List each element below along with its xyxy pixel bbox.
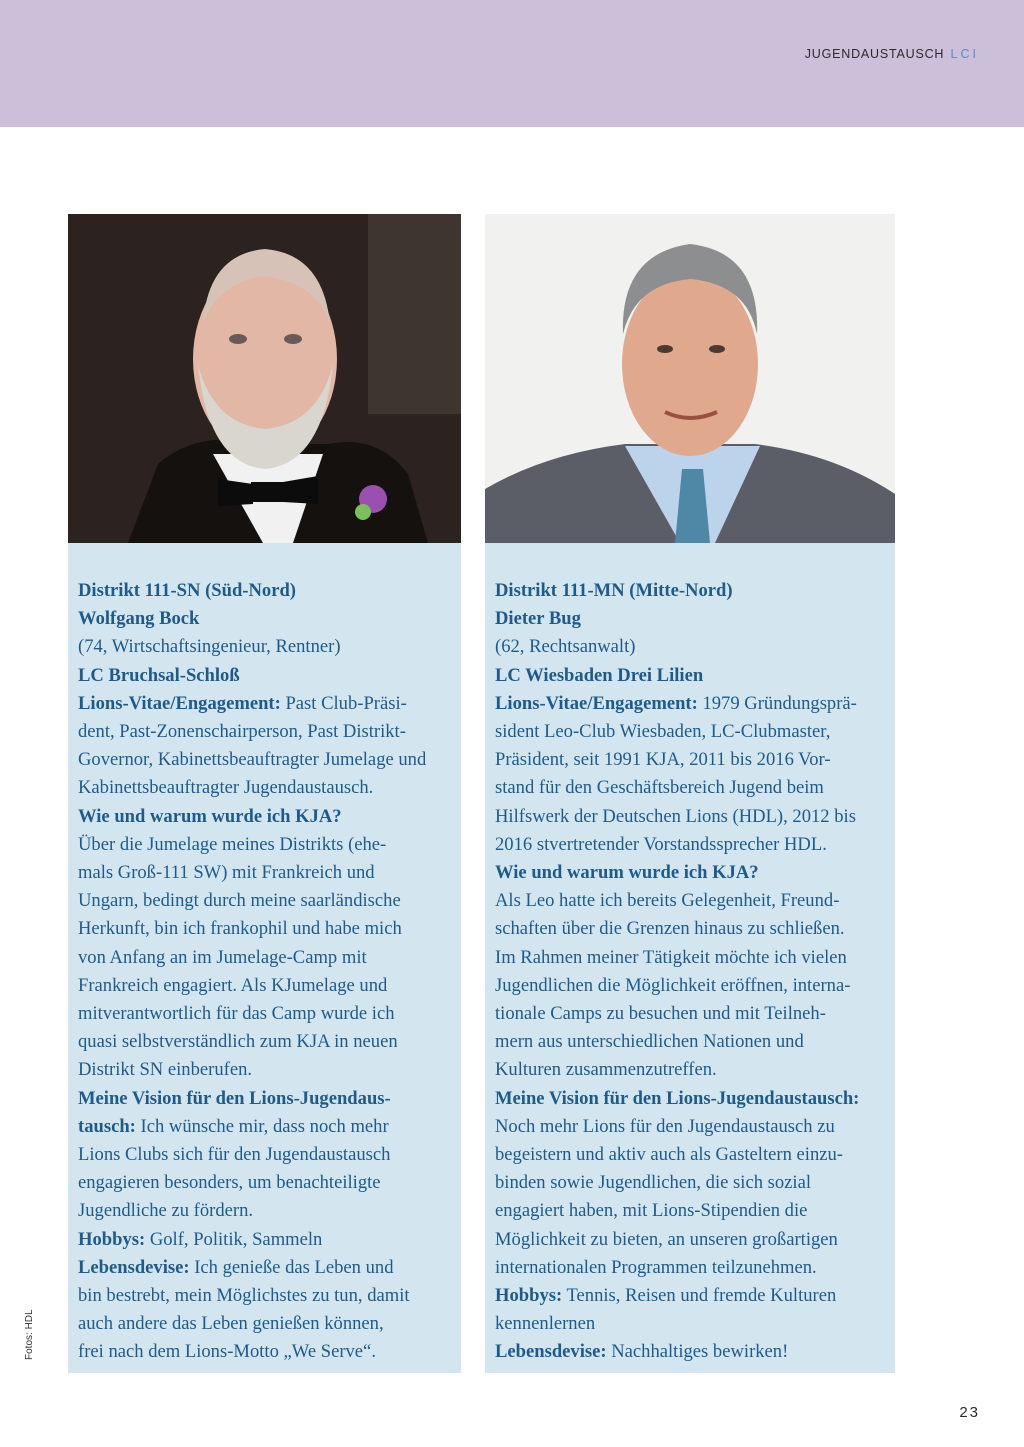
club-name: LC Bruchsal-Schloß	[78, 664, 240, 686]
motto-line: auch andere das Leben genießen können,	[78, 1313, 384, 1335]
vision-line: internationalen Programmen teilzunehmen.	[495, 1256, 817, 1278]
vision-line: Noch mehr Lions für den Jugendaustausch zu	[495, 1115, 835, 1137]
vision-text: Ich wünsche mir, dass noch mehr	[135, 1115, 389, 1137]
person-details: (74, Wirtschaftsingenieur, Rentner)	[78, 636, 341, 658]
why-line: Ungarn, bedingt durch meine saarländische	[78, 890, 401, 912]
why-line: Über die Jumelage meines Distrikts (ehe-	[78, 833, 387, 855]
vitae-line: dent, Past-Zonenschairperson, Past Distrikt-	[78, 721, 406, 743]
vitae-label: Lions-Vitae/Engagement:	[78, 692, 281, 714]
vision-line: binden sowie Jugendlichen, die sich sozial	[495, 1172, 812, 1194]
hobbys-text: Tennis, Reisen und fremde Kulturen	[562, 1285, 837, 1307]
vision-line: Jugendliche zu fördern.	[78, 1200, 254, 1222]
hobbys-line: kennenlernen	[495, 1313, 596, 1335]
motto-label: Lebensdevise:	[495, 1341, 607, 1363]
why-line: Distrikt SN einberufen.	[78, 1059, 253, 1081]
section-title: JUGENDAUSTAUSCH	[804, 47, 945, 61]
vision-line: engagiert haben, mit Lions-Stipendien die	[495, 1200, 808, 1222]
vision-heading: Meine Vision für den Lions-Jugendaustausch:	[495, 1087, 860, 1109]
profile-card-right	[485, 543, 895, 1373]
vitae-line: Hilfswerk der Deutschen Lions (HDL), 2012 bis	[495, 805, 856, 827]
district-heading: Distrikt 111-SN (Süd-Nord)	[78, 580, 296, 601]
hobbys-line	[495, 1282, 891, 1310]
why-heading: Wie und warum wurde ich KJA?	[78, 805, 342, 827]
profile-text-left	[78, 577, 457, 1367]
person-details: (62, Rechtsanwalt)	[495, 636, 636, 658]
why-line: mern aus unterschiedlichen Nationen und	[495, 1031, 804, 1053]
motto-text: Nachhaltiges bewirken!	[606, 1341, 789, 1363]
motto-line: frei nach dem Lions-Motto „We Serve“.	[78, 1341, 376, 1363]
vision-line: engagieren besonders, um benachteiligte	[78, 1172, 381, 1194]
vision-line: Lions Clubs sich für den Jugendaustausch	[78, 1144, 391, 1166]
hobbys-text: Golf, Politik, Sammeln	[145, 1228, 323, 1250]
vision-line: Möglichkeit zu bieten, an unseren großartigen	[495, 1228, 838, 1250]
motto-label: Lebensdevise:	[78, 1256, 190, 1278]
vitae-line	[78, 690, 457, 718]
person-name: Wolfgang Bock	[78, 608, 200, 630]
why-line: mitverantwortlich für das Camp wurde ich	[78, 1003, 395, 1025]
vitae-line: 2016 stvertretender Vorstandssprecher HDL.	[495, 833, 827, 855]
vision-label: tausch:	[78, 1115, 136, 1137]
portrait-wolfgang-bock	[68, 214, 461, 543]
why-line: Jugendlichen die Möglichkeit eröffnen, interna-	[495, 974, 851, 996]
portrait-dieter-bug	[485, 214, 895, 543]
hobbys-label: Hobbys:	[78, 1228, 146, 1250]
vision-heading: Meine Vision für den Lions-Jugendaus-	[78, 1087, 391, 1109]
profile-card-left	[68, 543, 461, 1373]
vitae-text: 1979 Gründungsprä-	[697, 692, 857, 714]
vitae-line: Präsident, seit 1991 KJA, 2011 bis 2016 Vor-	[495, 749, 831, 771]
section-header	[805, 47, 979, 61]
page-number: 23	[959, 1404, 980, 1421]
photo-credit: Fotos: HDL	[24, 1309, 35, 1360]
vitae-line: Governor, Kabinettsbeauftragter Jumelage und	[78, 749, 427, 771]
why-line: Frankreich engagiert. Als KJumelage und	[78, 974, 388, 996]
motto-line: bin bestrebt, mein Möglichstes zu tun, damit	[78, 1285, 410, 1307]
vision-line: begeistern und aktiv auch als Gasteltern einzu-	[495, 1144, 843, 1166]
vitae-line: sident Leo-Club Wiesbaden, LC-Clubmaster,	[495, 721, 831, 743]
brand-label: LCI	[950, 47, 979, 61]
why-line: tionale Camps zu besuchen und mit Teilneh-	[495, 1003, 826, 1025]
vitae-line: stand für den Geschäftsbereich Jugend beim	[495, 777, 824, 799]
why-line: Im Rahmen meiner Tätigkeit möchte ich vielen	[495, 946, 847, 968]
hobbys-line	[78, 1226, 457, 1254]
district-heading: Distrikt 111-MN (Mitte-Nord)	[495, 580, 733, 601]
why-line: Kulturen zusammenzutreffen.	[495, 1059, 717, 1081]
motto-line	[495, 1338, 891, 1366]
why-line: Herkunft, bin ich frankophil und habe mich	[78, 918, 402, 940]
vitae-line	[495, 690, 891, 718]
vitae-line: Kabinettsbeauftragter Jugendaustausch.	[78, 777, 374, 799]
profile-text-right	[495, 577, 891, 1367]
why-line: schaften über die Grenzen hinaus zu schließen.	[495, 918, 845, 940]
motto-line	[78, 1254, 457, 1282]
why-line: von Anfang an im Jumelage-Camp mit	[78, 946, 367, 968]
hobbys-label: Hobbys:	[495, 1285, 563, 1307]
vitae-label: Lions-Vitae/Engagement:	[495, 692, 698, 714]
why-line: quasi selbstverständlich zum KJA in neuen	[78, 1031, 398, 1053]
why-heading: Wie und warum wurde ich KJA?	[495, 862, 759, 884]
motto-text: Ich genieße das Leben und	[189, 1256, 394, 1278]
vision-line	[78, 1113, 457, 1141]
header-band	[0, 0, 1024, 127]
why-line: Als Leo hatte ich bereits Gelegenheit, Freund-	[495, 890, 840, 912]
why-line: mals Groß-111 SW) mit Frankreich und	[78, 862, 375, 884]
person-name: Dieter Bug	[495, 608, 581, 630]
vitae-text: Past Club-Präsi-	[280, 692, 407, 714]
club-name: LC Wiesbaden Drei Lilien	[495, 664, 704, 686]
